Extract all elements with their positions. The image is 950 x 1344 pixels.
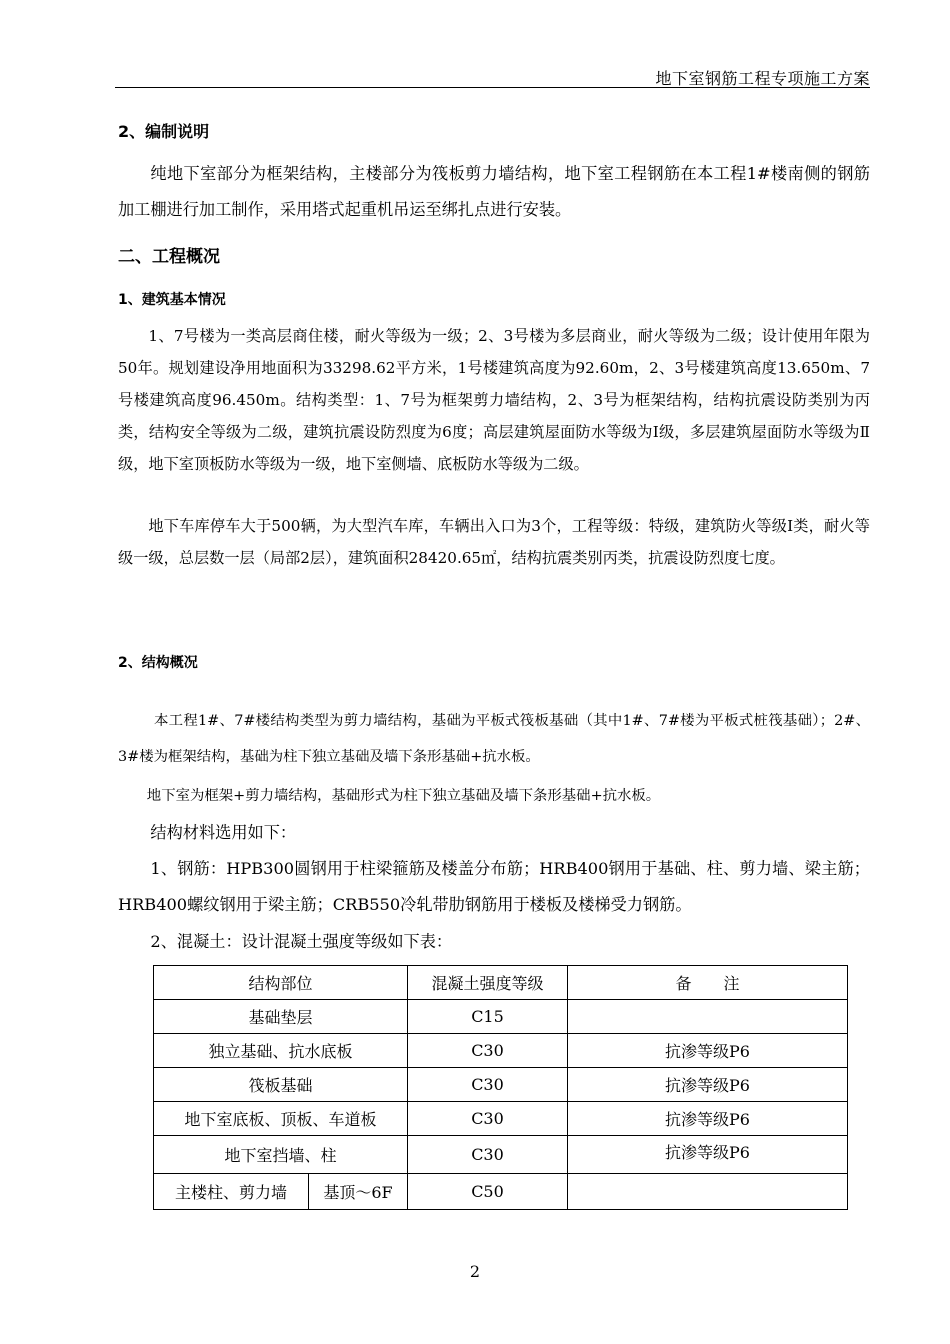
table-cell-grade: C30 (408, 1136, 568, 1174)
section-heading-compile: 2、编制说明 (118, 122, 210, 141)
table-cell-note: 抗渗等级P6 (568, 1102, 848, 1136)
table-cell-part: 独立基础、抗水底板 (154, 1034, 408, 1068)
concrete-grade-table (153, 965, 848, 1210)
table-row (154, 1136, 848, 1174)
table-cell-note: 抗渗等级P6 (568, 1034, 848, 1068)
table-row (154, 1034, 848, 1068)
paragraph-building-1: 1、7号楼为一类高层商住楼，耐火等级为一级；2、3号楼为多层商业，耐火等级为二级；设计使用年限为50年。规划建设净用地面积为33298.62平方米，1号楼建筑高度为92.60m，2、3号楼建筑高度13.650m、7号楼建筑高度96.450m。结构类型：1、7号为框架剪力墙结构，2、3号为框架结构，结构抗震设防类别为丙类，结构安全等级为二级，建筑抗震设防烈度为6度；高层建筑屋面防水等级为Ⅰ级，多层建筑屋面防水等级为Ⅱ级，地下室顶板防水等级为一级，地下室侧墙、底板防水等级为二级。 (118, 327, 870, 473)
paragraph-structure-1: 本工程1#、7#楼结构类型为剪力墙结构，基础为平板式筏板基础（其中1#、7#楼为平板式桩筏基础）；2#、3#楼为框架结构，基础为柱下独立基础及墙下条形基础+抗水板。 (118, 713, 870, 765)
table-row (154, 1174, 848, 1210)
section-heading-building: 1、建筑基本情况 (118, 292, 226, 308)
table-cell-grade: C15 (408, 1000, 568, 1034)
table-cell-part: 基础垫层 (154, 1000, 408, 1034)
table-cell-grade: C30 (408, 1068, 568, 1102)
paragraph-structure-2: 地下室为框架+剪力墙结构，基础形式为柱下独立基础及墙下条形基础+抗水板。 (146, 788, 661, 804)
table-cell-floor-range: 基顶～6F (323, 1183, 393, 1202)
header-title: 地下室钢筋工程专项施工方案 (655, 69, 870, 88)
table-cell-grade: C50 (408, 1174, 568, 1210)
paragraph-compile: 纯地下室部分为框架结构，主楼部分为筏板剪力墙结构，地下室工程钢筋在本工程1#楼南侧的钢筋加工棚进行加工制作，采用塔式起重机吊运至绑扎点进行安装。 (118, 164, 870, 219)
section-heading-overview: 二、工程概况 (118, 247, 220, 267)
section-heading-structure: 2、结构概况 (118, 655, 198, 671)
paragraph-rebar: 1、钢筋：HPB300圆钢用于柱梁箍筋及楼盖分布筋；HRB400钢用于基础、柱、剪力墙、梁主筋；HRB400螺纹钢用于梁主筋；CRB550冷轧带肋钢筋用于楼板及楼梯受力钢筋。 (118, 859, 870, 914)
table-cell-part: 地下室挡墙、柱 (154, 1136, 408, 1174)
header-divider (115, 87, 870, 88)
table-cell-part: 筏板基础 (154, 1068, 408, 1102)
table-row (154, 1102, 848, 1136)
table-cell-part-split (154, 1174, 408, 1210)
page-number: 2 (469, 1262, 481, 1281)
table-cell-grade: C30 (408, 1102, 568, 1136)
table-cell-note (568, 1000, 848, 1034)
paragraph-building-2: 地下车库停车大于500辆，为大型汽车库，车辆出入口为3个，工程等级：特级，建筑防火等级Ⅰ类，耐火等级一级，总层数一层（局部2层），建筑面积28420.65㎡，结构抗震类别丙类，抗震设防烈度七度。 (118, 517, 870, 567)
materials-intro: 结构材料选用如下： (150, 823, 297, 842)
table-header-cell: 备 注 (568, 966, 848, 1000)
table-cell-note: 抗渗等级P6 (568, 1136, 848, 1174)
table-row (154, 1068, 848, 1102)
table-header-cell: 混凝土强度等级 (408, 966, 568, 1000)
table-cell-part: 主楼柱、剪力墙 (154, 1174, 309, 1209)
table-cell-note (568, 1174, 848, 1210)
table-header-row (154, 966, 848, 1000)
table-header-cell: 结构部位 (154, 966, 408, 1000)
table-row (154, 1000, 848, 1034)
table-cell-grade: C30 (408, 1034, 568, 1068)
paragraph-concrete: 2、混凝土：设计混凝土强度等级如下表： (150, 932, 453, 951)
table-cell-part: 地下室底板、顶板、车道板 (154, 1102, 408, 1136)
table-cell-note: 抗渗等级P6 (568, 1068, 848, 1102)
